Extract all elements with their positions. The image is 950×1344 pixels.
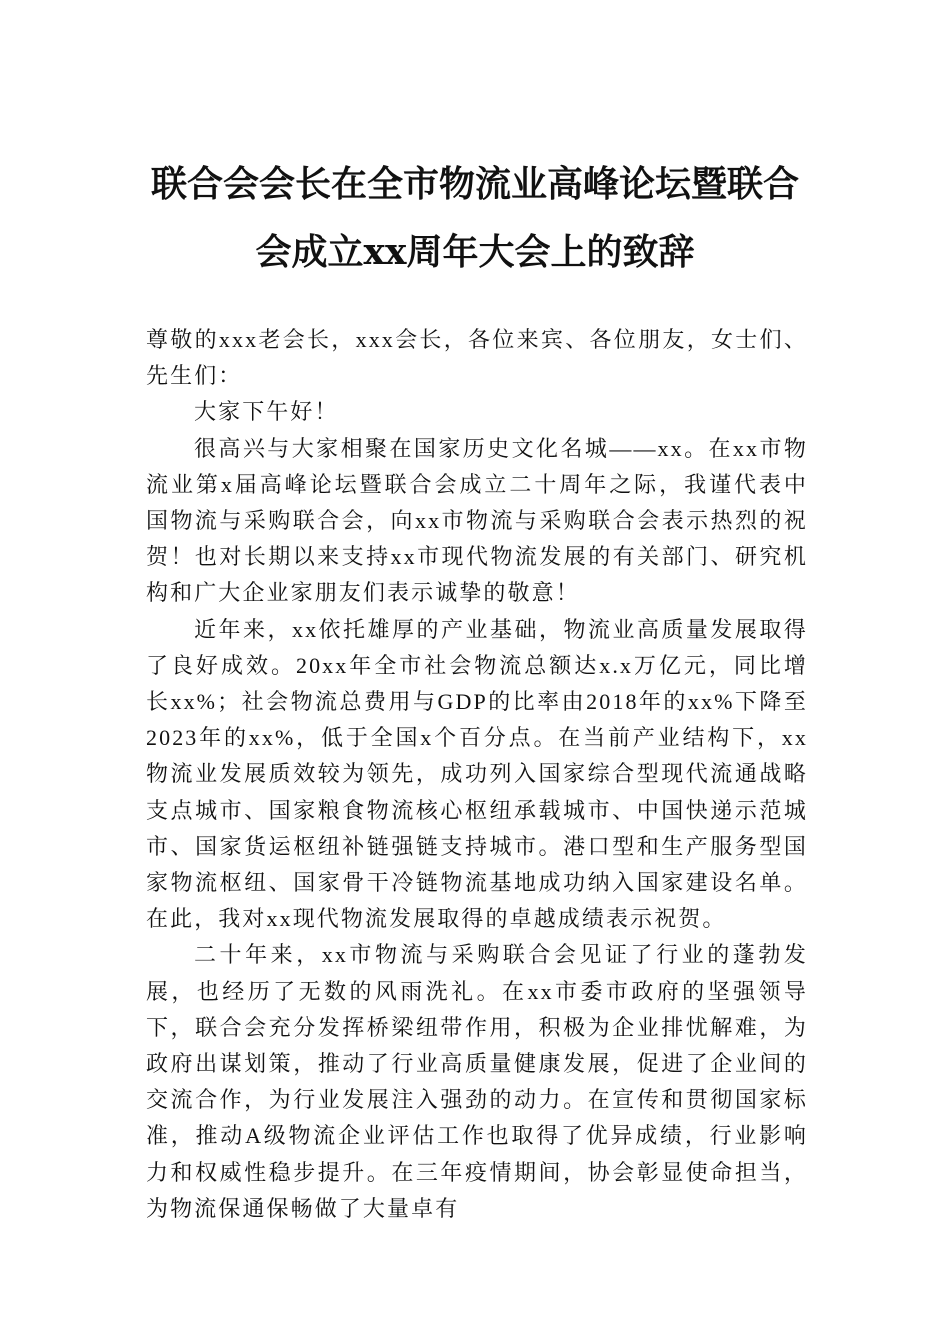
paragraph-greeting: 大家下午好！ bbox=[194, 399, 339, 425]
paragraph-achievements: 近年来，xx依托雄厚的产业基础，物流业高质量发展取得了良好成效。20xx年全市社会物流总额达x.x万亿元，同比增长xx%；社会物流总费用与GDP的比率由2018年的xx%下降至2023年的xx%，低于全国x个百分点。在当前产业结构下，xx物流业发展质效较为领先，成功列入国家综合型现代流通战略支点城市、国家粮食物流核心枢纽承载城市、中国快递示范城市、国家货运枢纽补链强链支持城市。港口型和生产服务型国家物流枢纽、国家骨干冷链物流基地成功纳入国家建设名单。在此，我对xx现代物流发展取得的卓越成绩表示祝贺。 bbox=[146, 616, 808, 932]
title-line-2: 会成立xx周年大会上的致辞 bbox=[255, 231, 695, 273]
title-line-1: 联合会会长在全市物流业高峰论坛暨联合 bbox=[150, 163, 799, 205]
salutation: 尊敬的xxx老会长，xxx会长，各位来宾、各位朋友，女士们、先生们： bbox=[146, 327, 808, 389]
paragraph-history: 二十年来，xx市物流与采购联合会见证了行业的蓬勃发展，也经历了无数的风雨洗礼。在xx市委市政府的坚强领导下，联合会充分发挥桥梁纽带作用，积极为企业排忧解难，为政府出谋划策，推动了行业高质量健康发展，促进了企业间的交流合作，为行业发展注入强劲的动力。在宣传和贯彻国家标准，推动A级物流企业评估工作也取得了优异成绩，行业影响力和权威性稳步提升。在三年疫情期间，协会彰显使命担当，为物流保通保畅做了大量卓有 bbox=[146, 942, 808, 1221]
document-body bbox=[146, 322, 808, 1227]
paragraph-welcome: 很高兴与大家相聚在国家历史文化名城——xx。在xx市物流业第x届高峰论坛暨联合会成立二十周年之际，我谨代表中国物流与采购联合会，向xx市物流与采购联合会表示热烈的祝贺！也对长期以来支持xx市现代物流发展的有关部门、研究机构和广大企业家朋友们表示诚挚的敬意！ bbox=[146, 435, 808, 606]
